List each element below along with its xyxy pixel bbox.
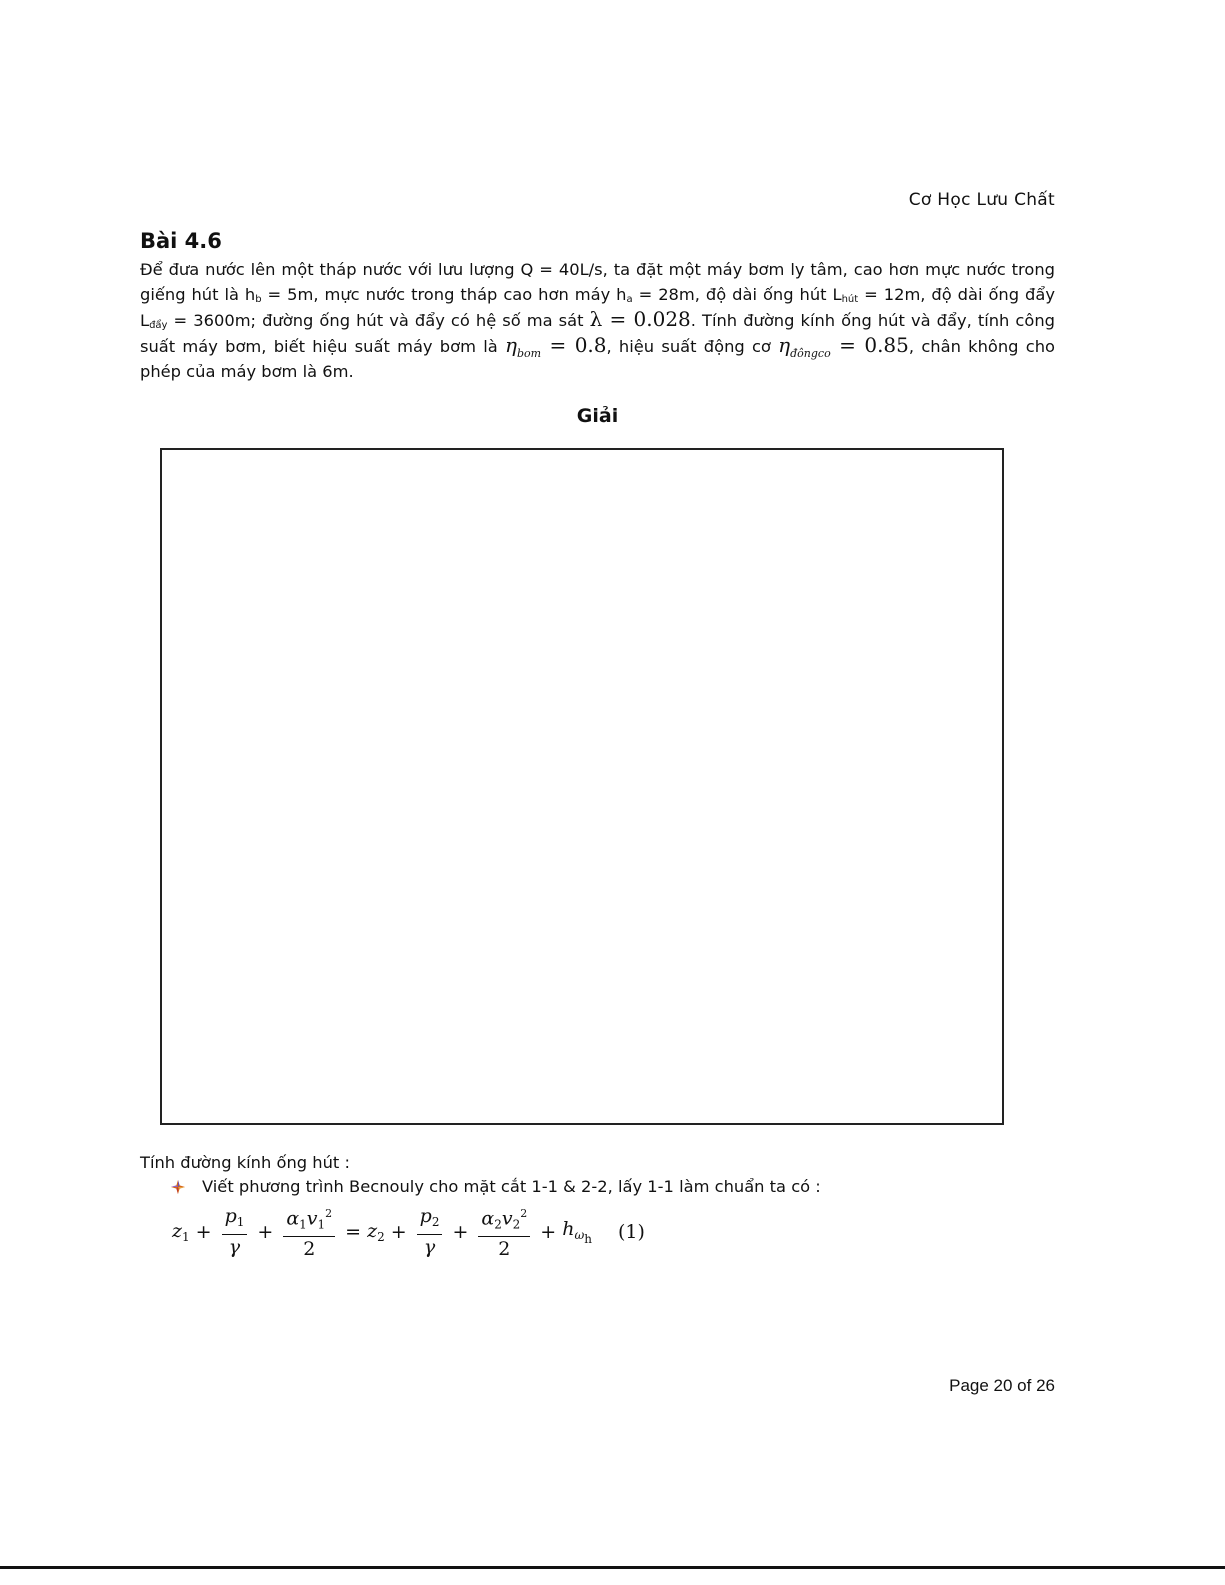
problem-title: Bài 4.6	[140, 229, 222, 253]
bullet-item	[170, 1177, 821, 1196]
lambda-formula: λ = 0.028	[589, 307, 691, 331]
star-bullet-icon	[170, 1179, 186, 1195]
bernoulli-equation: $z_1$ + $\frac{p_1}{\gamma}$ + $\frac{\alpha_1v_1^2}{2}$ = $z_2$ + $\frac{p_2}{\gamma}$ + $\frac{\alpha_2v_2^2}{2}$ + $h_{\omega_h}$ (1)	[172, 1202, 645, 1261]
solution-heading: Giải	[576, 405, 619, 427]
running-header: Cơ Học Lưu Chất	[908, 190, 1055, 210]
solution-line: Tính đường kính ống hút :	[140, 1153, 350, 1172]
eta-motor-formula: $\eta_{đôngco} = 0.85$	[778, 333, 909, 360]
page-number: Page 20 of 26	[949, 1376, 1055, 1395]
equation-number: (1)	[617, 1220, 645, 1243]
problem-statement: Để đưa nước lên một tháp nước với lưu lượng Q = 40L/s, ta đặt một máy bơm ly tâm, cao hơn mực nước trong giếng hút là $h_b = 5m$, mực nước trong tháp cao hơn máy $h_a = 28m$, độ dài ống hút $L_{hút} = 12m$, độ dài ống đẩy $L_{đẩy} = 3600m$; đường ống hút và đẩy có hệ số ma sát λ = 0.028. Tính đường kính ống hút và đẩy, tính công suất máy bơm, biết hiệu suất máy bơm là $\eta_{bom} = 0.8$, hiệu suất động cơ $\eta_{đôngco} = 0.85$, chân không cho phép của máy bơm là 6m.	[140, 260, 1055, 381]
bottom-rule	[0, 1566, 1225, 1569]
eta-pump-formula: $\eta_{bom} = 0.8$	[504, 333, 607, 360]
bullet-text: Viết phương trình Becnouly cho mặt cắt 1-1 & 2-2, lấy 1-1 làm chuẩn ta có :	[202, 1177, 821, 1196]
figure-frame	[160, 448, 1004, 1125]
